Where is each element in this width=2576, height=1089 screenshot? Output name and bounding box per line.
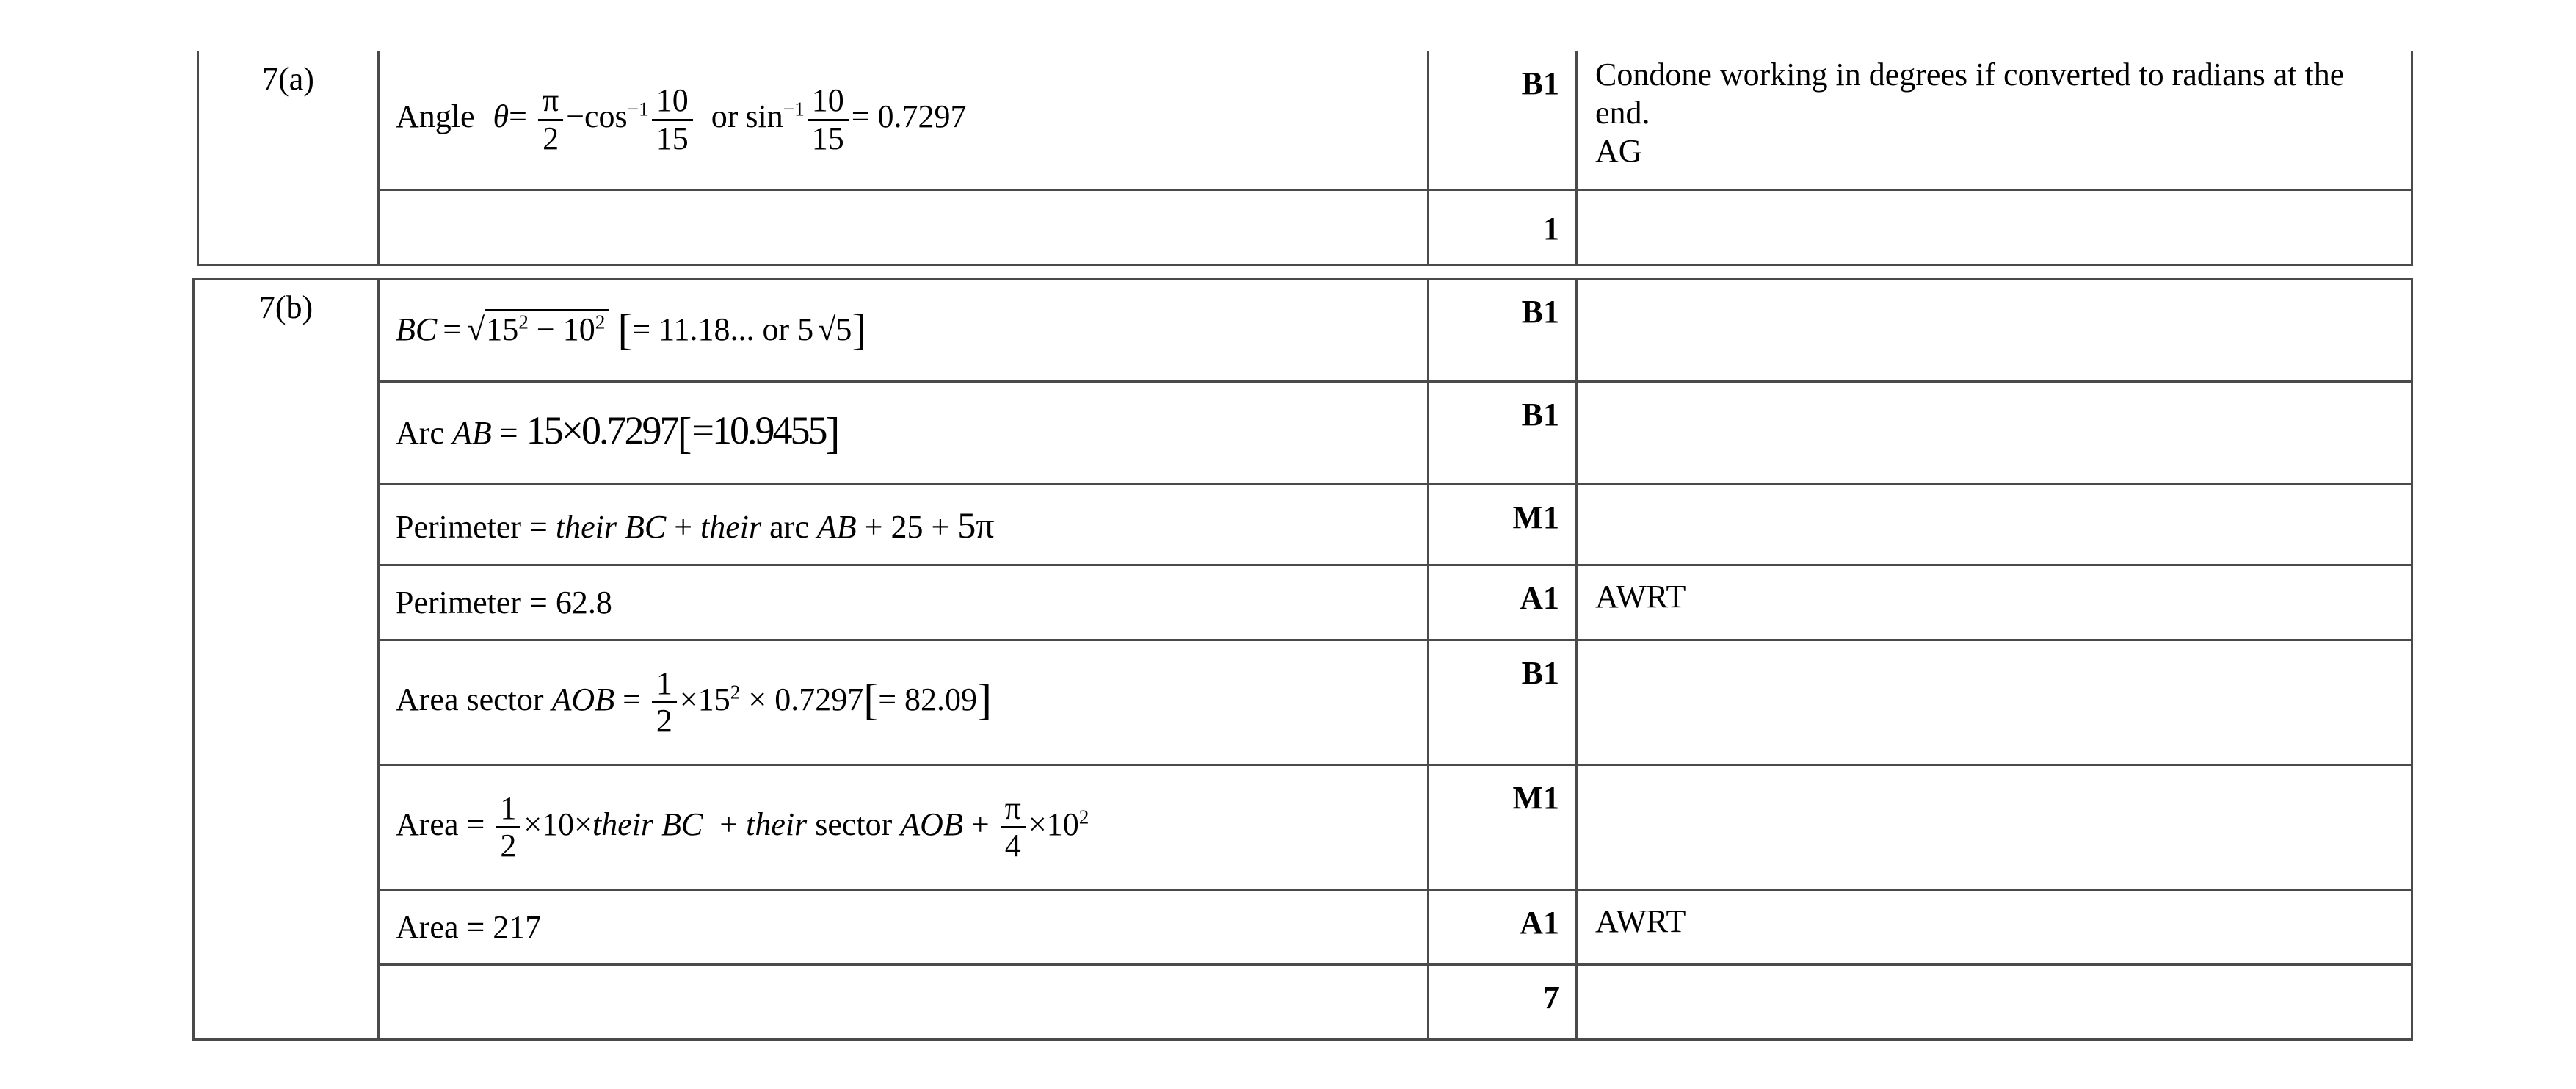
- equals-sign: =: [509, 98, 527, 135]
- mark-cell: A1: [1429, 890, 1577, 965]
- working-cell: [379, 485, 1429, 565]
- working-label: Angle: [396, 98, 475, 135]
- working-cell: [379, 51, 1429, 189]
- part-b-row: [194, 565, 2412, 640]
- sector-result: = 82.09: [878, 681, 978, 717]
- fraction-1-over-2: $\frac{1}{2}$: [652, 666, 677, 739]
- part-b-total-row: [194, 965, 2412, 1040]
- working-cell: [379, 640, 1429, 765]
- equals-sign: =: [443, 311, 462, 347]
- part-a-table: [197, 51, 2413, 266]
- root-five: 5: [835, 311, 852, 347]
- working-cell: Perimeter = 62.8: [379, 565, 1429, 640]
- left-bracket: [: [677, 408, 692, 457]
- total-mark: 7: [1429, 965, 1577, 1040]
- their-text: their: [700, 508, 762, 545]
- working-cell: [379, 382, 1429, 485]
- inverse-exponent: −1: [783, 98, 805, 120]
- area-label: Area =: [396, 806, 485, 842]
- comment-cell-empty: [1577, 189, 2412, 264]
- sector-text: sector: [815, 806, 893, 842]
- square-root: $√15^2 - 10^2$: [467, 311, 609, 348]
- sector-rest: × 0.7297: [748, 681, 864, 717]
- mark-cell: B1: [1429, 279, 1577, 382]
- theta-symbol: θ: [493, 98, 509, 135]
- times-ten: ×10: [1028, 806, 1079, 842]
- ab-label: AB: [451, 414, 492, 451]
- times-ten: ×10×: [523, 806, 592, 842]
- root-symbol: √: [818, 311, 836, 347]
- part-a-total-row: [198, 189, 2412, 264]
- comment-cell-empty: [1577, 965, 2412, 1040]
- part-b-row: [194, 279, 2412, 382]
- bc-label: BC: [396, 311, 438, 347]
- perimeter-rest: + 25 +: [864, 508, 950, 545]
- their-text: their: [555, 508, 617, 545]
- comment-cell: [1577, 640, 2412, 765]
- bc-result: = 11.18... or 5: [632, 311, 814, 347]
- mark-cell: A1: [1429, 565, 1577, 640]
- angle-result: = 0.7297: [851, 98, 967, 135]
- cos-function: cos: [584, 98, 628, 135]
- part-b-table: [192, 278, 2413, 1041]
- total-mark: 1: [1429, 189, 1577, 264]
- part-a-row: [198, 51, 2412, 189]
- mark-cell: B1: [1429, 640, 1577, 765]
- part-b-row: [194, 382, 2412, 485]
- times-fifteen: ×15: [679, 681, 730, 717]
- mark-cell: M1: [1429, 485, 1577, 565]
- sin-function: sin: [745, 98, 783, 135]
- arc-expression: 15×0.7297: [526, 408, 678, 452]
- fraction-10-over-15: $\frac{10}{15}$: [808, 83, 849, 156]
- fraction-pi-over-2: $\frac{\pi}{2}$: [538, 83, 563, 156]
- squared: 2: [730, 680, 741, 703]
- their-text: their: [592, 806, 654, 842]
- comment-cell: [1577, 485, 2412, 565]
- area-sector-label: Area sector: [396, 681, 544, 717]
- working-cell: Area = 217: [379, 890, 1429, 965]
- part-b-row: [194, 765, 2412, 890]
- plus-sign: +: [970, 806, 990, 842]
- aob-label: AOB: [900, 806, 963, 842]
- comment-cell: [1577, 765, 2412, 890]
- equals-sign: =: [623, 681, 641, 717]
- fraction-10-over-15: $\frac{10}{15}$: [652, 83, 693, 156]
- comment-cell: [1577, 51, 2412, 189]
- left-bracket: [: [863, 675, 879, 724]
- perimeter-label: Perimeter =: [396, 508, 548, 545]
- plus-sign: +: [674, 508, 693, 545]
- or-text: or: [711, 98, 739, 135]
- question-number: 7(a): [198, 51, 379, 264]
- part-b-row: [194, 640, 2412, 765]
- comment-cell: AWRT: [1577, 890, 2412, 965]
- working-cell: [379, 765, 1429, 890]
- bc-label: BC: [624, 508, 667, 545]
- left-bracket: [: [617, 305, 633, 354]
- their-text: their: [746, 806, 808, 842]
- comment-line: Condone working in degrees if converted to radians at the: [1595, 57, 2345, 93]
- comment-cell: AWRT: [1577, 565, 2412, 640]
- equals-sign: =: [499, 414, 518, 451]
- mark-cell: B1: [1429, 382, 1577, 485]
- arc-text: arc: [769, 508, 809, 545]
- aob-label: AOB: [551, 681, 615, 717]
- comment-cell: [1577, 382, 2412, 485]
- inverse-exponent: −1: [627, 98, 649, 120]
- working-cell-empty: [379, 189, 1429, 264]
- comment-line: end.: [1595, 95, 1650, 131]
- question-number: 7(b): [194, 279, 379, 1040]
- mark-cell: M1: [1429, 765, 1577, 890]
- working-cell: [379, 279, 1429, 382]
- right-bracket: ]: [825, 408, 841, 457]
- plus-sign: +: [719, 806, 739, 842]
- five-pi: 5π: [957, 504, 995, 546]
- fraction-1-over-2: $\frac{1}{2}$: [496, 791, 520, 864]
- right-bracket: ]: [977, 675, 992, 724]
- fraction-pi-over-4: $\frac{\pi}{4}$: [1001, 791, 1026, 864]
- squared: 2: [1078, 805, 1089, 828]
- comment-line: AG: [1595, 133, 1642, 169]
- ab-label: AB: [816, 508, 857, 545]
- part-b-row: [194, 890, 2412, 965]
- arc-result: =10.9455: [692, 408, 826, 452]
- right-bracket: ]: [852, 305, 867, 354]
- minus-sign: −: [566, 98, 585, 135]
- working-cell-empty: [379, 965, 1429, 1040]
- comment-cell: [1577, 279, 2412, 382]
- bc-label: BC: [661, 806, 703, 842]
- mark-cell: B1: [1429, 51, 1577, 189]
- part-b-row: [194, 485, 2412, 565]
- arc-label: Arc: [396, 414, 444, 451]
